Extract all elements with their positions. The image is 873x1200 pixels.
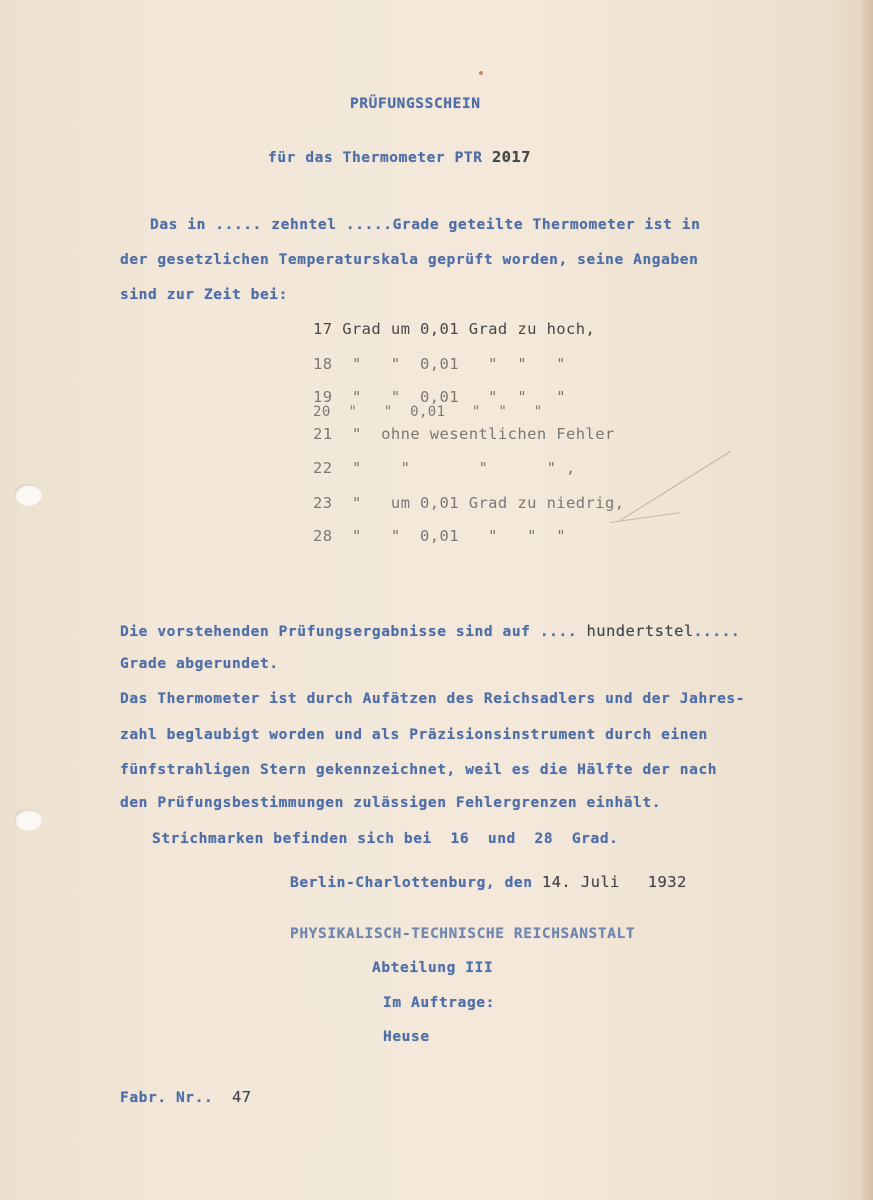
marks-line: Strichmarken befinden sich bei 16 und 28 Grad.: [152, 831, 619, 847]
reading-degree: 17: [313, 320, 333, 338]
fabr-line: [120, 1090, 251, 1106]
reading-row: [313, 529, 566, 545]
place-date: [290, 875, 687, 891]
body-line-2: zahl beglaubigt worden und als Präzisionsinstrument durch einen: [120, 727, 708, 743]
reading-degree: 19: [313, 388, 333, 406]
reading-degree: 18: [313, 355, 333, 373]
reading-degree: 28: [313, 527, 333, 545]
reading-text: " " 0,01 " " ": [351, 388, 567, 406]
body-line-4: den Prüfungsbestimmungen zulässigen Fehlergrenzen einhält.: [120, 795, 662, 811]
rounding-prefix: Die vorstehenden Prüfungsergabnisse sind auf ....: [120, 624, 578, 640]
year-fill: 1932: [647, 873, 687, 891]
reading-row: [313, 405, 543, 419]
rounding-suffix: .....: [693, 624, 741, 640]
ink-speck: [479, 71, 483, 75]
body-line-1: Das Thermometer ist durch Aufätzen des Reichsadlers und der Jahres-: [120, 691, 746, 707]
rounding-line-1: [120, 624, 740, 640]
reading-degree: 21: [313, 425, 333, 443]
reading-text: " " 0,01 " " ": [351, 527, 567, 545]
fabr-label: Fabr. Nr..: [120, 1090, 214, 1106]
pencil-stroke: [610, 512, 679, 523]
reading-row: [313, 322, 595, 338]
reading-text: " " 0,01 " " ": [348, 404, 543, 420]
reading-degree: 22: [313, 459, 333, 477]
reading-text: " ohne wesentlichen Fehler: [351, 425, 615, 443]
reading-text: " um 0,01 Grad zu niedrig,: [351, 494, 625, 512]
thermometer-number: 2017: [491, 148, 531, 166]
pencil-stroke: [620, 451, 731, 521]
date-fill: 14. Juli: [541, 873, 620, 891]
reading-row: [313, 496, 624, 512]
signatory: Heuse: [383, 1029, 430, 1045]
rounding-line-2: Grade abgerundet.: [120, 656, 279, 672]
intro-line-1: Das in ..... zehntel .....Grade geteilte Thermometer ist in: [150, 217, 701, 233]
subtitle: [268, 150, 531, 166]
fabr-number: 47: [231, 1088, 252, 1106]
institute-name: PHYSIKALISCH-TECHNISCHE REICHSANSTALT: [290, 926, 636, 942]
reading-row: [313, 461, 576, 477]
reading-text: " " 0,01 " " ": [351, 355, 567, 373]
intro-line-2: der gesetzlichen Temperaturskala geprüft worden, seine Angaben: [120, 252, 699, 268]
department: Abteilung III: [372, 960, 494, 976]
place-date-prefix: Berlin-Charlottenburg, den: [290, 875, 533, 891]
reading-degree: 20: [313, 404, 331, 420]
intro-line-3: sind zur Zeit bei:: [120, 287, 288, 303]
subtitle-prefix: für das Thermometer PTR: [268, 150, 483, 166]
reading-text: " " " " ,: [351, 459, 576, 477]
paper-edge-shadow: [859, 0, 873, 1200]
body-line-3: fünfstrahligen Stern gekennzeichnet, weil es die Hälfte der nach: [120, 762, 718, 778]
rounding-fill: hundertstel: [586, 622, 694, 640]
reading-degree: 23: [313, 494, 333, 512]
punch-hole-bottom: [14, 809, 42, 831]
punch-hole-top: [14, 484, 42, 506]
document-title: PRÜFUNGSSCHEIN: [350, 96, 481, 112]
on-behalf: Im Auftrage:: [383, 995, 495, 1011]
reading-row: [313, 427, 615, 443]
reading-row: [313, 357, 566, 373]
reading-text: Grad um 0,01 Grad zu hoch,: [342, 320, 596, 338]
